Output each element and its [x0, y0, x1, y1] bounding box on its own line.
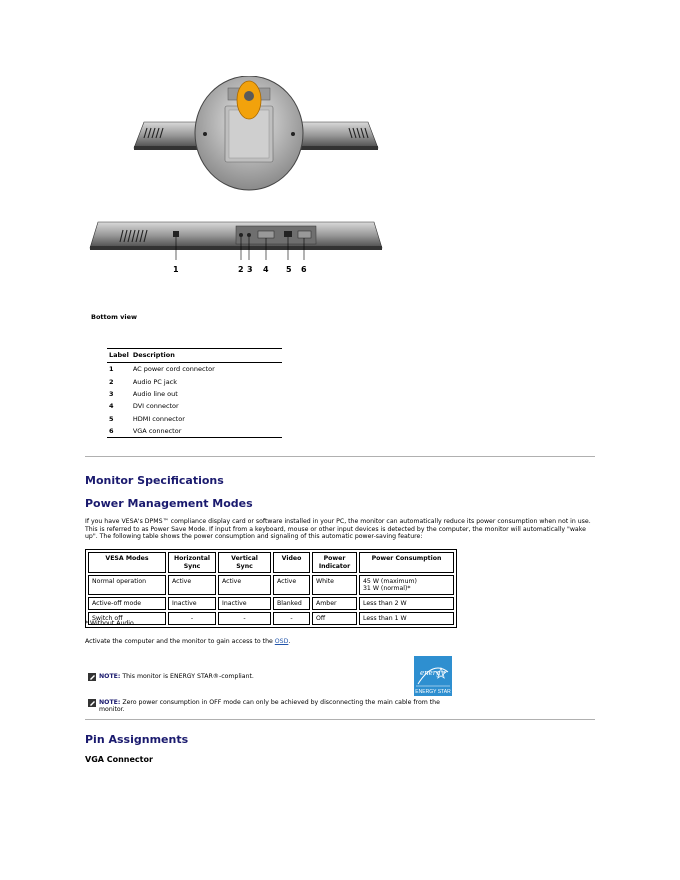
header-horizontal-sync: Horizontal Sync	[168, 552, 216, 573]
row-description: HDMI connector	[132, 414, 185, 423]
osd-text-prefix: Activate the computer and the monitor to gain access to the	[85, 638, 275, 645]
osd-link[interactable]: OSD	[274, 638, 289, 645]
header-power-consumption: Power Consumption	[359, 552, 454, 573]
cell-hsync: Active	[168, 575, 216, 595]
cell-indicator: Off	[312, 612, 357, 625]
cell-hsync: Inactive	[168, 597, 216, 610]
row-label: 4	[109, 402, 114, 411]
note-pencil-icon	[88, 699, 96, 707]
section-divider	[85, 719, 595, 720]
header-label: Label	[107, 349, 131, 363]
header-vertical-sync: Vertical Sync	[218, 552, 271, 573]
note-label: NOTE:	[99, 673, 121, 680]
table-row	[107, 388, 282, 400]
row-description: Audio line out	[132, 389, 178, 398]
row-label: 2	[109, 377, 114, 386]
note-pencil-icon	[88, 673, 96, 681]
note-label: NOTE:	[99, 699, 121, 706]
callout-2: 2	[238, 265, 244, 274]
monitor-bottom-view-image	[86, 216, 386, 278]
row-label: 1	[109, 365, 114, 374]
cell-mode: Switch off	[88, 612, 166, 625]
header-power-indicator: Power Indicator	[312, 552, 357, 573]
monitor-specifications-heading: Monitor Specifications	[85, 474, 224, 487]
callout-3: 3	[247, 265, 253, 274]
footnote: * Without Audio	[85, 620, 134, 627]
row-label: 6	[107, 425, 131, 438]
energy-star-note	[88, 673, 254, 681]
cell-mode: Normal operation	[88, 575, 166, 595]
callout-6: 6	[301, 265, 307, 274]
header-description: Description	[131, 349, 282, 363]
power-management-intro: If you have VESA's DPMS™ compliance display card or software installed in your PC, the monitor can automatically reduce its power consumption when not in use. This is referred to as Power Save Mode. If input from a keyboard, mouse or other input devices is detected by the computer, the monitor will automatically "wake up". The following table shows the power consumption and signaling of this automatic power-saving feature:	[85, 518, 591, 541]
callout-5: 5	[286, 265, 292, 274]
cell-video: Blanked	[273, 597, 310, 610]
note-text: Zero power consumption in OFF mode can only be achieved by disconnecting the main cable from the monitor.	[99, 699, 440, 714]
table-row	[107, 363, 282, 376]
header-vesa-modes: VESA Modes	[88, 552, 166, 573]
energy-star-logo	[414, 656, 452, 696]
table-row	[107, 375, 282, 387]
monitor-rear-view-image	[128, 76, 384, 192]
energy-star-text: ENERGY STAR	[415, 689, 451, 695]
figure-caption: Bottom view	[91, 313, 138, 321]
vga-connector-heading: VGA Connector	[85, 755, 153, 764]
callout-1: 1	[173, 265, 179, 274]
cell-hsync: -	[168, 612, 216, 625]
table-row	[107, 400, 282, 412]
row-label: 5	[109, 414, 114, 423]
row-description: VGA connector	[131, 425, 282, 438]
cell-consumption: Less than 1 W	[359, 612, 454, 625]
cell-video: -	[273, 612, 310, 625]
energy-star-script: energy	[420, 669, 445, 677]
osd-activation-text	[85, 638, 597, 646]
table-row	[88, 597, 454, 610]
consumption-line: 31 W (normal)*	[363, 585, 411, 592]
table-row	[107, 425, 282, 438]
table-row	[107, 413, 282, 425]
cell-indicator: White	[312, 575, 357, 595]
consumption-line: 45 W (maximum)	[363, 578, 417, 585]
row-description: Audio PC jack	[132, 377, 178, 386]
cell-video: Active	[273, 575, 310, 595]
cell-mode: Active-off mode	[88, 597, 166, 610]
table-row	[88, 575, 454, 595]
row-description: AC power cord connector	[132, 365, 215, 374]
pin-assignments-heading: Pin Assignments	[85, 733, 189, 746]
osd-text-suffix: .	[288, 638, 291, 645]
power-management-table	[85, 549, 457, 628]
cell-vsync: Inactive	[218, 597, 271, 610]
section-divider	[85, 456, 595, 457]
table-header-row	[88, 552, 454, 573]
cell-consumption: Less than 2 W	[359, 597, 454, 610]
zero-power-note	[88, 699, 448, 714]
cell-vsync: Active	[218, 575, 271, 595]
cell-indicator: Amber	[312, 597, 357, 610]
header-video: Video	[273, 552, 310, 573]
connector-label-table	[107, 348, 282, 438]
power-management-heading: Power Management Modes	[85, 497, 253, 510]
cell-consumption	[359, 575, 454, 595]
note-text: This monitor is ENERGY STAR®-compliant.	[120, 673, 254, 680]
row-label: 3	[109, 389, 114, 398]
table-header-row	[107, 349, 282, 363]
row-description: DVI connector	[132, 402, 179, 411]
callout-4: 4	[263, 265, 269, 274]
cell-vsync: -	[218, 612, 271, 625]
